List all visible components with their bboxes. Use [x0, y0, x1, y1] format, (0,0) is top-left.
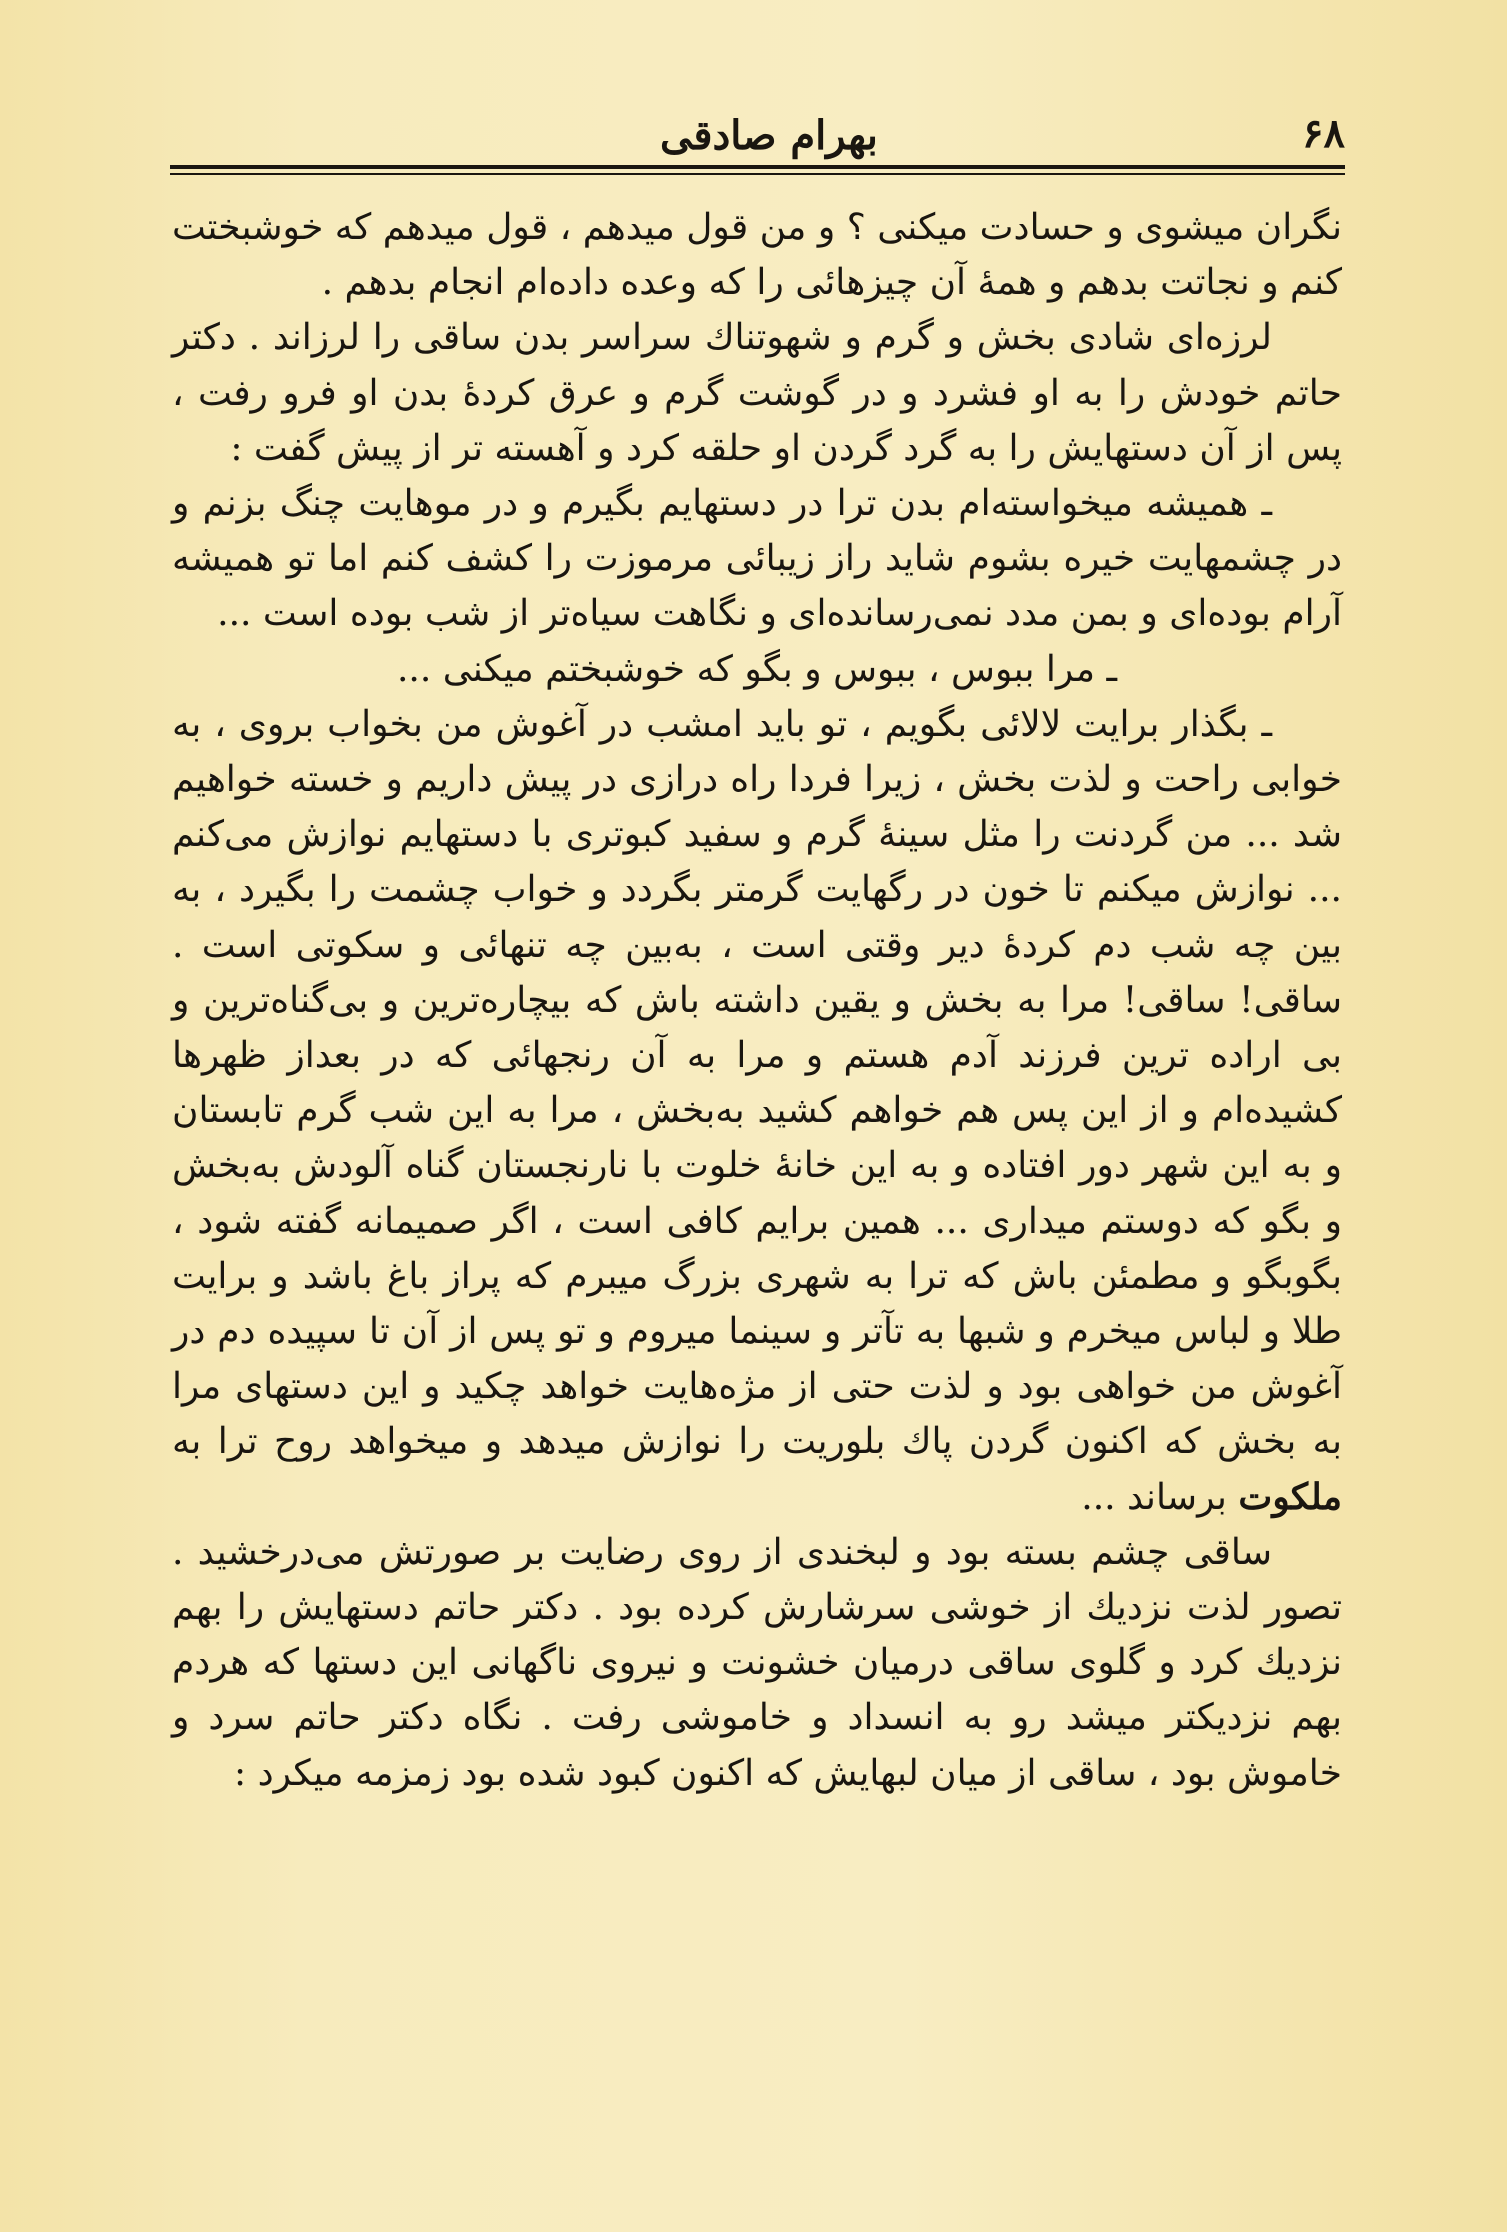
- page-header: [170, 110, 1345, 160]
- dialogue-ending: برساند ...: [1081, 1476, 1227, 1518]
- bold-word: ملکوت: [1238, 1475, 1342, 1518]
- dialogue-line: ـ مرا ببوس ، ببوس و بگو که خوشبختم میکنی ...: [396, 648, 1118, 690]
- dialogue-text: ـ بگذار برایت لالائی بگویم ، تو باید امشب در آغوش من بخواب بروی ، به خوابی راحت و لذت بخش ، زیرا فردا راه درازی در پیش داریم و خسته خواهیم شد ... من گردنت را مثل سینهٔ گرم و سفید کبوتری با دستهایم نوازش می‌کنم ... نوازش میکنم تا خون در رگهایت گرمتر بگردد و خواب چشمت را بگیرد ، به بین چه شب دم کردهٔ دیر وقتی است ، به‌بین چه تنهائی و سکوتی است . ساقی! ساقی! مرا به بخش و یقین داشته باش که بیچاره‌ترین و بی‌گناه‌ترین و بی اراده ترین فرزند آدم هستم و مرا به آن رنجهائی که در بعداز ظهرها کشیده‌ام و از این پس هم خواهم کشید به‌بخش ، مرا به این شب گرم تابستان و به این شهر دور افتاده و به این خانهٔ خلوت با نارنجستان گناه آلودش به‌بخش و بگو که دوستم میداری ... همین برایم کافی است ، اگر صمیمانه گفته شود ، بگوبگو و مطمئن باش که ترا به شهری بزرگ میبرم که پراز باغ باشد و برایت طلا و لباس میخرم و شبها به تآتر و سینما میروم و تو پس از آن تا سپیده دم در آغوش من خواهی بود و لذت حتی از مژه‌هایت خواهد چکید و این دستهای مرا به بخش که اکنون گردن پاك بلوریت را نوازش میدهد و میخواهد روح ترا به: [172, 703, 1343, 1463]
- header-rule: [170, 165, 1345, 175]
- body-text: [172, 200, 1342, 1801]
- paragraph: لرزه‌ای شادی بخش و گرم و شهوتناك سراسر بدن ساقی را لرزاند . دکتر حاتم خودش را به او فشرد و در گوشت گرم و عرق کردهٔ بدن او فرو رفت ، پس از آن دستهایش را به گرد گردن او حلقه کرد و آهسته تر از پیش گفت :: [172, 317, 1342, 469]
- header-rule-thin: [170, 173, 1345, 175]
- dialogue-line: [172, 697, 1342, 1525]
- paragraph: نگران میشوی و حسادت میکنی ؟ و من قول میدهم ، قول میدهم که خوشبختت کنم و نجاتت بدهم و همهٔ آن چیزهائی را که وعده داده‌ام انجام بدهم .: [172, 207, 1342, 304]
- page-number: ۶۸: [1302, 110, 1345, 157]
- running-title-author: بهرام صادقی: [660, 112, 878, 159]
- header-rule-thick: [170, 165, 1345, 169]
- dialogue-line: ـ همیشه میخواسته‌ام بدن ترا در دستهایم بگیرم و در موهایت چنگ بزنم و در چشمهایت خیره بشوم شاید راز زیبائی مرموزت را کشف کنم اما تو همیشه آرام بوده‌ای و بمن مدد نمی‌رسانده‌ای و نگاهت سیاه‌تر از شب بوده است ...: [172, 483, 1342, 635]
- paragraph: ساقی چشم بسته بود و لبخندی از روی رضایت بر صورتش می‌درخشید . تصور لذت نزدیك از خوشی سرشارش کرده بود . دکتر حاتم دستهایش را بهم نزدیك کرد و گلوی ساقی درمیان خشونت و نیروی ناگهانی این دستها که هردم بهم نزدیکتر میشد رو به انسداد و خاموشی رفت . نگاه دکتر حاتم سرد و خاموش بود ، ساقی از میان لبهایش که اکنون کبود شده بود زمزمه میکرد :: [172, 1531, 1342, 1794]
